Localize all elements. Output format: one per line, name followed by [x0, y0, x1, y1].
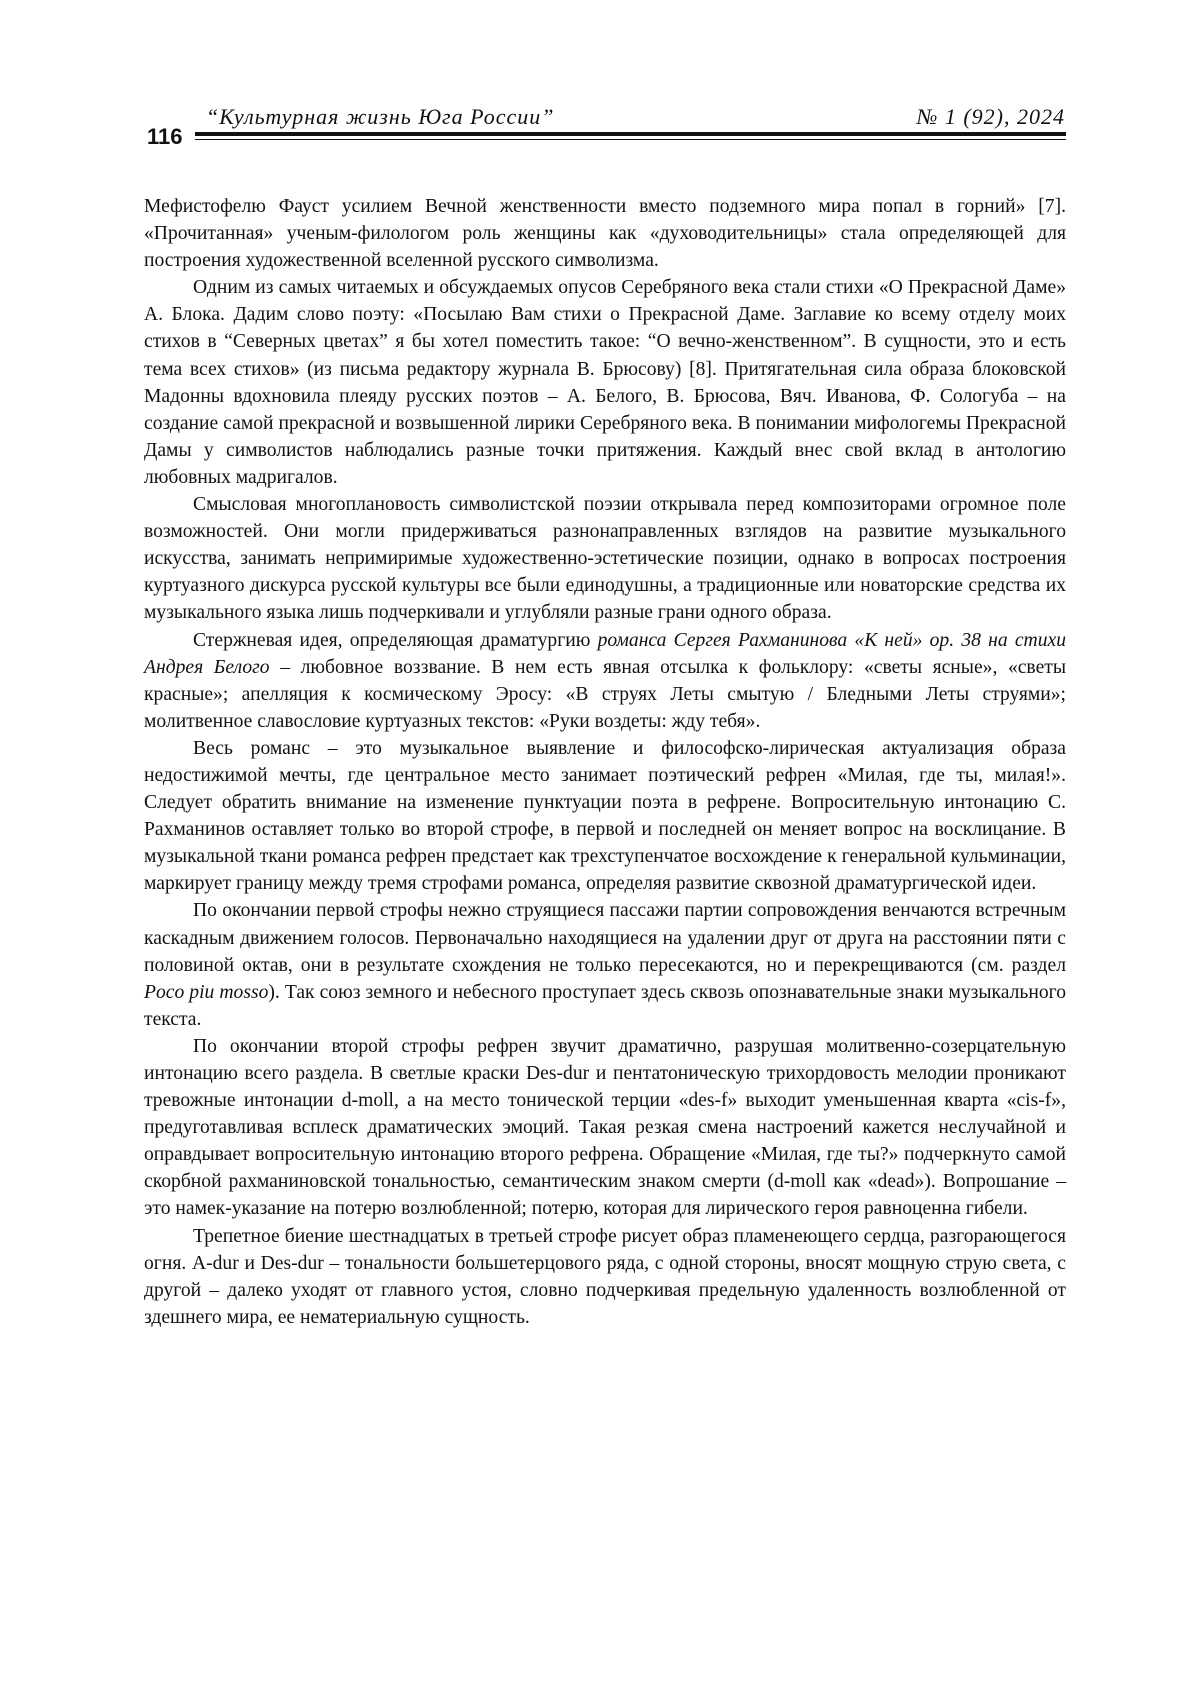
issue-info: № 1 (92), 2024 — [917, 104, 1065, 130]
paragraph-4-rest: – любовное воззвание. В нем есть явная отсылка к фольклору: «светы ясные», «светы красные»; апелляция к космическому Эросу: «В струях Леты смытую / Бледными Леты струями»; молитвенное славословие куртуазных текстов: «Руки воздеты: жду тебя». — [144, 657, 1066, 732]
paragraph-3: Смысловая многоплановость символистской поэзии открывала перед композиторами огромное поле возможностей. Они могли придерживаться разнонаправленных взглядов на развитие музыкального искусства, занимать непримиримые художественно-эстетические позиции, однако в вопросах построения куртуазного дискурса русской культуры все были единодушны, а традиционные или новаторские средства их музыкального языка лишь подчеркивали и углубляли разные грани одного образа. — [144, 491, 1066, 626]
paragraph-6-tempo-mark: Poco piu mosso — [144, 982, 268, 1003]
journal-title: “Культурная жизнь Юга России” — [206, 104, 555, 130]
paragraph-6-lead: По окончании первой строфы нежно струящиеся пассажи партии сопровождения венчаются встречным каскадным движением голосов. Первоначально находящиеся на удалении друг от друга на расстоянии пяти с половиной октав, они в результате схождения не только пересекаются, но и перекрещиваются (см. раздел — [144, 900, 1066, 975]
paragraph-2: Одним из самых читаемых и обсуждаемых опусов Серебряного века стали стихи «О Прекрасной Даме» А. Блока. Дадим слово поэту: «Посылаю Вам стихи о Прекрасной Даме. Заглавие ко всему отделу моих стихов в “Северных цветах” я бы хотел поместить такое: “О вечно-женственном”. В сущности, это и есть тема всех стихов» (из письма редактору журнала В. Брюсову) [8]. Притягательная сила образа блоковской Мадонны вдохновила плеяду русских поэтов – А. Белого, В. Брюсова, Вяч. Иванова, Ф. Сологуба – на создание самой прекрасной и возвышенной лирики Серебряного века. В понимании мифологемы Прекрасной Дамы у символистов наблюдались разные точки притяжения. Каждый внес свой вклад в антологию любовных мадригалов. — [144, 274, 1066, 491]
paragraph-6-rest: ). Так союз земного и небесного проступает здесь сквозь опознавательные знаки музыкального текста. — [144, 982, 1066, 1030]
paragraph-4 — [144, 627, 1066, 735]
paragraph-7: По окончании второй строфы рефрен звучит драматично, разрушая молитвенно-созерцательную интонацию всего раздела. В светлые краски Des-dur и пентатоническую трихордовость мелодии проникают тревожные интонации d-moll, а на место тонической терции «des-f» выходит уменьшенная кварта «cis-f», предуготавливая всплеск драматических эмоций. Такая резкая смена настроений кажется неслучайной и оправдывает вопросительную интонацию второго рефрена. Обращение «Милая, где ты?» подчеркнуто самой скорбной рахманиновской тональностью, семантическим знаком смерти (d-moll как «dead»). Вопрошание – это намек-указание на потерю возлюбленной; потерю, которая для лирического героя равноценна гибели. — [144, 1033, 1066, 1223]
paragraph-1: Мефистофелю Фауст усилием Вечной женственности вместо подземного мира попал в горний» [7]. «Прочитанная» ученым-филологом роль женщины как «духоводительницы» стала определяющей для построения художественной вселенной русского символизма. — [144, 193, 1066, 274]
paragraph-4-lead: Стержневая идея, определяющая драматургию — [193, 630, 598, 651]
header-rule-thick — [195, 132, 1066, 136]
page-number: 116 — [147, 124, 183, 150]
paragraph-5: Весь романс – это музыкальное выявление и философско-лирическая актуализация образа недостижимой мечты, где центральное место занимает поэтический рефрен «Милая, где ты, милая!». Следует обратить внимание на изменение пунктуации поэта в рефрене. Вопросительную интонацию С. Рахманинов оставляет только во второй строфе, в первой и последней он меняет вопрос на восклицание. В музыкальной ткани романса рефрен предстает как трехступенчатое восхождение к генеральной кульминации, маркирует границу между тремя строфами романса, определяя развитие сквозной драматургической идеи. — [144, 735, 1066, 898]
paragraph-8: Трепетное биение шестнадцатых в третьей строфе рисует образ пламенеющего сердца, разгорающегося огня. A-dur и Des-dur – тональности большетерцового ряда, с одной стороны, вносят мощную струю света, с другой – далеко уходят от главного устоя, словно подчеркивая предельную удаленность возлюбленной от здешнего мира, ее нематериальную сущность. — [144, 1223, 1066, 1331]
article-body — [144, 193, 1066, 1331]
header-rule-thin — [195, 139, 1066, 140]
paragraph-6 — [144, 897, 1066, 1032]
paragraph-4-work-title: романса Сергея Рахманинова «К ней» ор. 38 на стихи Андрея Белого — [144, 630, 1066, 678]
